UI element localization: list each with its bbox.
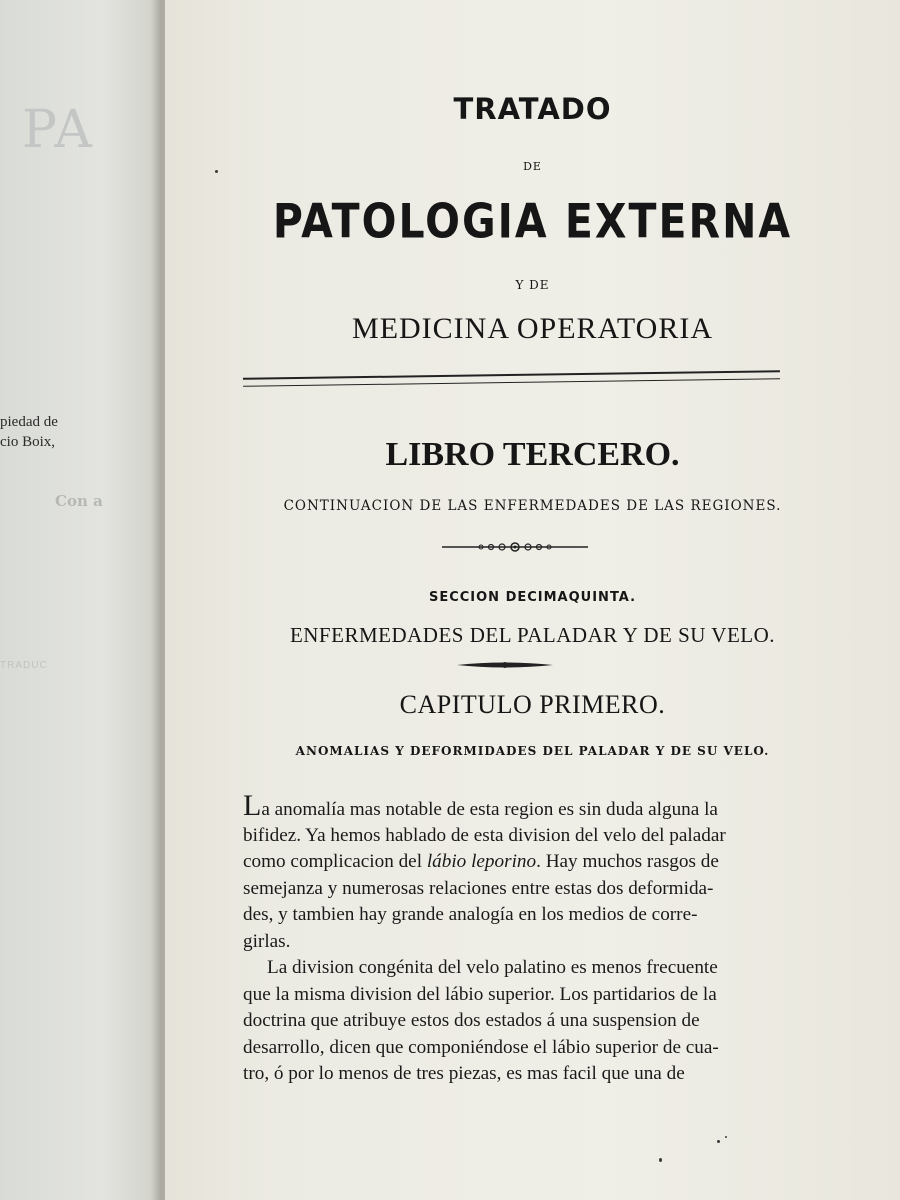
paper-speck (659, 1158, 662, 1162)
text-line (243, 789, 799, 823)
italic-term: lábio leporino (426, 851, 537, 872)
title-sub: MEDICINA OPERATORIA (352, 312, 713, 345)
text-line: La division congénita del velo palatino es menos frecuente (267, 957, 718, 978)
title-top: TRATADO (453, 92, 612, 126)
text-line (243, 849, 799, 876)
owner-inscription (0, 412, 58, 452)
owner-line: piedad de (0, 414, 58, 430)
chapter-heading: CAPITULO PRIMERO. (399, 690, 666, 719)
title-main: PATOLOGIA EXTERNA (272, 194, 793, 250)
text-span: a anomalía mas notable de esta region es sin duda alguna la (261, 799, 718, 820)
chapter-subheading: ANOMALIAS Y DEFORMIDADES DEL PALADAR Y DE SU VELO. (295, 744, 770, 758)
text-span: como complicacion del (243, 851, 427, 872)
title-y-de: Y DE (515, 278, 550, 292)
double-rule (243, 370, 780, 386)
text-line: doctrina que atribuye estos dos estados á una suspension de (243, 1010, 700, 1031)
left-page (0, 0, 170, 1200)
book-page (165, 0, 900, 1200)
paper-speck (725, 1136, 727, 1138)
ornament-divider (455, 658, 555, 672)
text-line: desarrollo, dicen que componiéndose el lábio superior de cua- (243, 1036, 719, 1058)
drop-cap: L (243, 789, 262, 822)
text-line: des, y tambien hay grande analogía en los medios de corre- (243, 904, 698, 925)
book-heading: LIBRO TERCERO. (385, 436, 680, 473)
body-text (243, 789, 799, 1088)
book-subheading: CONTINUACION DE LAS ENFERMEDADES DE LAS REGIONES. (283, 498, 782, 514)
owner-line: cio Boix, (0, 434, 55, 450)
section-title: ENFERMEDADES DEL PALADAR Y DE SU VELO. (289, 623, 776, 647)
text-line: bifidez. Ya hemos hablado de esta division del velo del paladar (243, 824, 726, 846)
bleed-through-text: PA (22, 100, 94, 160)
text-line: girlas. (243, 930, 291, 952)
text-line: que la misma division del lábio superior. Los partidarios de la (243, 983, 717, 1005)
text-line: semejanza y numerosas relaciones entre estas dos deformida- (243, 877, 714, 899)
bleed-through-text: TRADUC (0, 660, 48, 671)
text-span: . Hay muchos rasgos de (536, 851, 719, 872)
paper-speck (717, 1140, 720, 1143)
bleed-through-text: Con a (55, 492, 103, 510)
section-heading: SECCION DECIMAQUINTA. (428, 590, 637, 605)
text-line: tro, ó por lo menos de tres piezas, es mas facil que una de (243, 1063, 685, 1084)
ornament-divider (440, 538, 590, 556)
title-de: DE (523, 160, 542, 173)
paper-speck (215, 170, 218, 173)
